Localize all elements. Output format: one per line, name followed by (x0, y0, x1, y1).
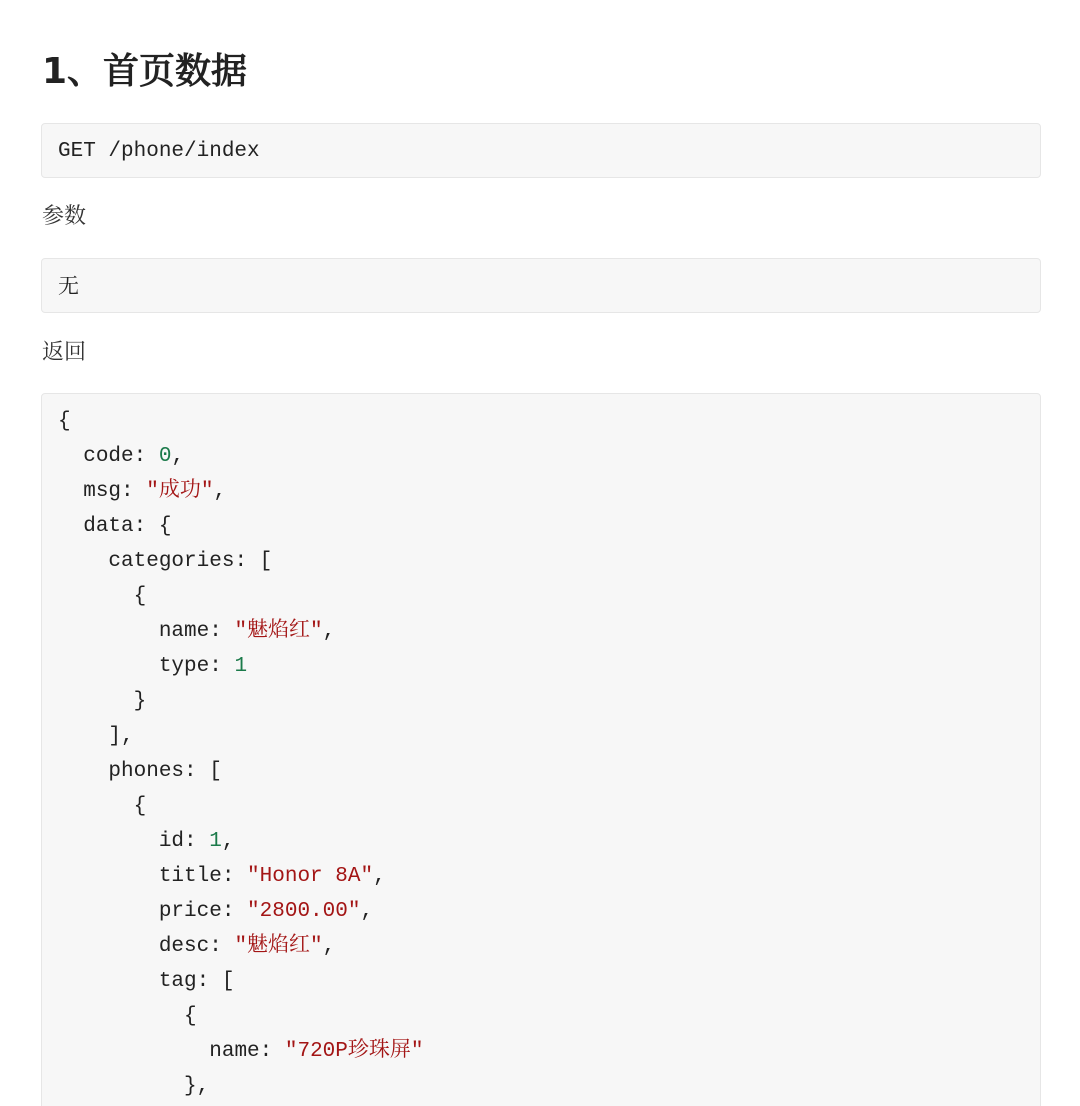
return-label: 返回 (42, 340, 87, 365)
code-key: type: (158, 655, 235, 678)
code-punctuation: ], (108, 725, 134, 748)
code-punctuation: { (158, 515, 172, 538)
code-line (58, 649, 1040, 684)
code-key: desc: (158, 935, 235, 958)
code-line (58, 754, 1040, 789)
code-indent (58, 970, 159, 993)
code-line (58, 1034, 1040, 1069)
code-line (58, 614, 1040, 649)
code-punctuation: [ (259, 550, 273, 573)
code-punctuation: { (184, 1005, 197, 1028)
code-punctuation: { (133, 795, 147, 818)
code-line (58, 929, 1040, 964)
code-string: "720P珍珠屏" (284, 1040, 424, 1063)
code-indent (58, 445, 83, 468)
code-line (58, 404, 1040, 439)
code-indent (58, 585, 134, 608)
code-key: tag: (158, 970, 222, 993)
code-line (58, 474, 1040, 509)
params-code-block (41, 258, 1041, 313)
code-key: categories: (108, 550, 260, 573)
code-line (58, 789, 1040, 824)
code-key: name: (158, 620, 235, 643)
code-key: name: (209, 1040, 285, 1063)
code-line (58, 684, 1040, 719)
code-string: "Honor 8A" (247, 865, 374, 888)
code-indent (58, 865, 159, 888)
code-punctuation: , (213, 480, 227, 503)
code-line (58, 509, 1040, 544)
code-punctuation: [ (221, 970, 235, 993)
code-key: phones: (108, 760, 210, 783)
code-string: "2800.00" (247, 900, 361, 923)
code-key: code: (83, 445, 159, 468)
params-value: 无 (58, 274, 79, 298)
code-punctuation: , (373, 865, 386, 888)
code-line (58, 894, 1040, 929)
code-indent (58, 1040, 209, 1063)
code-string: "魅焰红" (234, 620, 323, 643)
endpoint-text: GET /phone/index (58, 140, 260, 163)
code-line (58, 1069, 1040, 1104)
code-indent (58, 725, 108, 748)
code-key: title: (158, 865, 248, 888)
code-indent (58, 760, 108, 783)
code-punctuation: { (133, 585, 147, 608)
response-code-block (41, 393, 1041, 1106)
code-key: id: (158, 830, 210, 853)
code-indent (58, 480, 83, 503)
code-indent (58, 550, 108, 573)
code-indent (58, 620, 159, 643)
code-string: "魅焰红" (234, 935, 323, 958)
code-line (58, 964, 1040, 999)
code-indent (58, 795, 134, 818)
code-line (58, 439, 1040, 474)
code-punctuation: }, (184, 1075, 210, 1098)
code-line (58, 999, 1040, 1034)
code-indent (58, 830, 159, 853)
code-line (58, 859, 1040, 894)
code-indent (58, 515, 83, 538)
code-key: price: (158, 900, 248, 923)
code-indent (58, 690, 134, 713)
section-heading: 1、首页数据 (42, 51, 248, 92)
code-punctuation: , (221, 830, 235, 853)
code-punctuation: [ (209, 760, 222, 783)
code-number: 1 (234, 655, 248, 678)
code-indent (58, 900, 159, 923)
code-number: 0 (158, 445, 172, 468)
code-key: data: (83, 515, 159, 538)
code-line (58, 719, 1040, 754)
code-punctuation: , (322, 620, 336, 643)
code-indent (58, 935, 159, 958)
code-key: msg: (83, 480, 147, 503)
code-number: 1 (209, 830, 222, 853)
code-indent (58, 1075, 184, 1098)
code-line (58, 544, 1040, 579)
code-indent (58, 1005, 184, 1028)
code-punctuation: , (360, 900, 374, 923)
code-indent (58, 655, 159, 678)
code-string: "成功" (146, 480, 214, 503)
endpoint-code-block (41, 123, 1041, 178)
params-label: 参数 (42, 204, 87, 229)
code-punctuation: } (133, 690, 147, 713)
code-punctuation: { (58, 410, 71, 433)
code-punctuation: , (322, 935, 336, 958)
code-line (58, 824, 1040, 859)
code-punctuation: , (171, 445, 185, 468)
code-line (58, 579, 1040, 614)
